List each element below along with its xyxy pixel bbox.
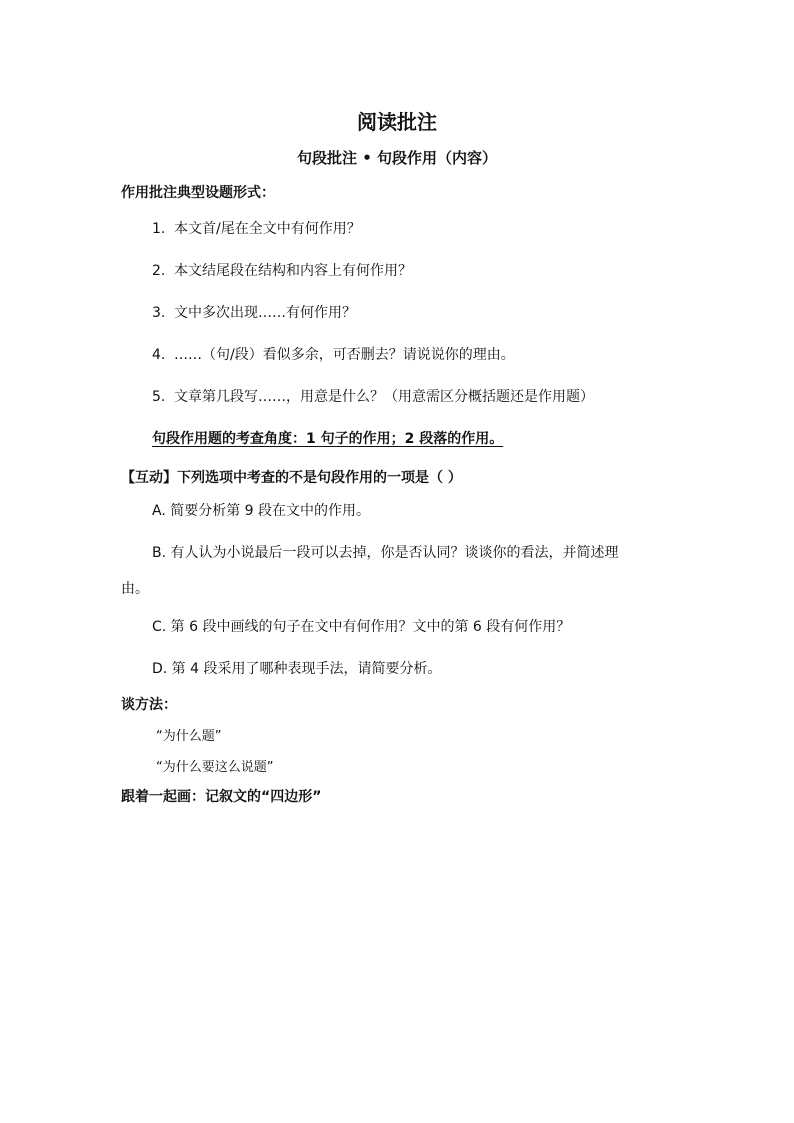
- follow-heading: 跟着一起画：记叙文的“四边形”: [121, 789, 322, 805]
- interaction-question: 【互动】下列选项中考查的不是句段作用的一项是（ ）: [121, 470, 462, 486]
- list-item-text: 文章第几段写……，用意是什么？（用意需区分概括题还是作用题）: [174, 389, 594, 405]
- option-a: A. 简要分析第 9 段在文中的作用。: [152, 503, 371, 519]
- method-item: “为什么要这么说题”: [156, 760, 274, 775]
- option-b-line1: B. 有人认为小说最后一段可以去掉，你是否认同？谈谈你的看法，并简述理: [152, 545, 619, 561]
- list-item-number: 3.: [152, 305, 166, 321]
- option-c: C. 第 6 段中画线的句子在文中有何作用？文中的第 6 段有何作用？: [152, 619, 571, 635]
- list-item-number: 1.: [152, 221, 166, 237]
- list-item-text: 本文首/尾在全文中有何作用？: [174, 221, 361, 237]
- list-item-text: ……（句/段）看似多余，可否删去？请说说你的理由。: [174, 347, 515, 363]
- method-item: “为什么题”: [156, 729, 222, 744]
- list-item-text: 本文结尾段在结构和内容上有何作用？: [174, 263, 412, 279]
- option-d: D. 第 4 段采用了哪种表现手法，请简要分析。: [152, 661, 442, 677]
- list-item: [152, 344, 515, 364]
- list-item-number: 5.: [152, 389, 166, 405]
- list-item-number: 4.: [152, 347, 166, 363]
- forms-heading: 作用批注典型设题形式：: [121, 185, 275, 201]
- page-subtitle: 句段批注 • 句段作用（内容）: [296, 149, 498, 167]
- option-b-line2: 由。: [121, 581, 149, 597]
- list-item: [152, 218, 361, 238]
- list-item-text: 文中多次出现……有何作用？: [174, 305, 356, 321]
- page-title: 阅读批注: [357, 110, 437, 134]
- list-item: [152, 386, 594, 406]
- angle-note: 句段作用题的考查角度：1 句子的作用；2 段落的作用。: [152, 431, 504, 447]
- method-heading: 谈方法：: [121, 697, 177, 713]
- list-item-number: 2.: [152, 263, 166, 279]
- list-item: [152, 260, 412, 280]
- list-item: [152, 302, 356, 322]
